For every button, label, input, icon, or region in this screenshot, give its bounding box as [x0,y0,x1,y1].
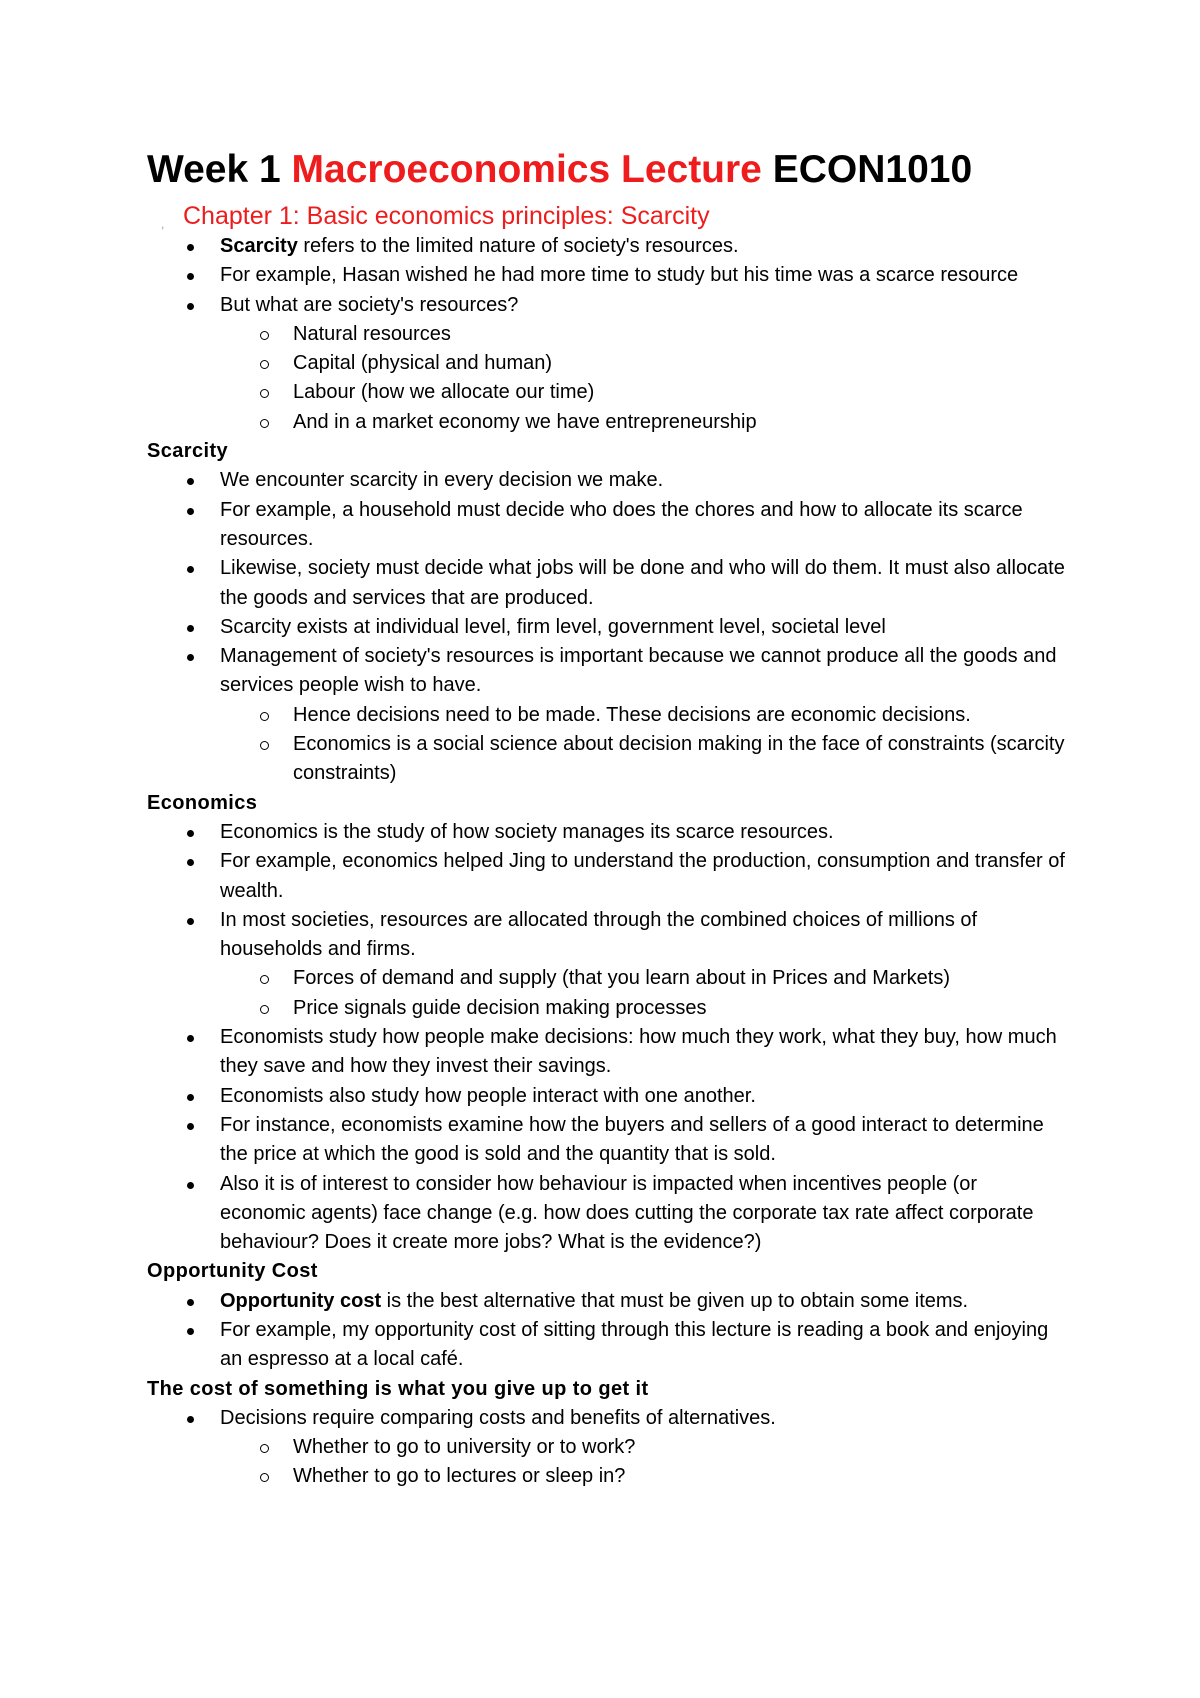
list-item: For example, economics helped Jing to understand the production, consumption and transfer of wealth. [147,847,1067,906]
list-item: Economists study how people make decisions: how much they work, what they buy, how much they save and how they invest their savings. [147,1023,1067,1082]
sublist-item: Natural resources [147,320,1067,349]
sublist-item: Forces of demand and supply (that you learn about in Prices and Markets) [147,964,1067,993]
list-item: For example, a household must decide who does the chores and how to allocate its scarce resources. [147,496,1067,555]
economics-list [147,818,1067,1257]
title-course-code: ECON1010 [761,148,973,191]
term-opportunity-cost: Opportunity cost [220,1289,382,1312]
list-item: For instance, economists examine how the buyers and sellers of a good interact to determine the price at which the good is sold and the quantity that is sold. [147,1111,1067,1170]
list-item [147,906,1067,1023]
term-scarcity: Scarcity [220,235,298,257]
chapter-heading [161,200,1067,232]
list-item: For example, Hasan wished he had more time to study but his time was a scarce resource [147,261,1067,290]
scarcity-intro-list [147,232,1067,437]
list-item: Scarcity exists at individual level, firm level, government level, societal level [147,613,1067,642]
sublist-item: Whether to go to university or to work? [147,1433,1067,1462]
sublist-item: Capital (physical and human) [147,349,1067,378]
list-item-text: But what are society's resources? [220,293,519,316]
list-item: Economists also study how people interact with one another. [147,1082,1067,1111]
title-week: Week 1 [147,148,292,191]
scarcity-list [147,466,1067,788]
resources-sublist [220,320,1067,437]
list-item-text: Decisions require comparing costs and benefits of alternatives. [220,1406,776,1429]
chapter-heading-text: Chapter 1: Basic economics principles: Scarcity [183,202,710,230]
list-item [147,1404,1067,1492]
list-item-text: In most societies, resources are allocated through the combined choices of millions of households and firms. [220,908,978,961]
document-content [147,146,1067,1492]
page-title [147,146,1067,194]
list-item: Also it is of interest to consider how behaviour is impacted when incentives people (or economic agents) face change (e.g. how does cutting the corporate tax rate affect corporate behaviour? Does it create more jobs? What is the evidence?) [147,1170,1067,1258]
section-heading-cost-of-something: The cost of something is what you give up to get it [147,1377,649,1400]
list-item: Likewise, society must decide what jobs will be done and who will do them. It must also allocate the goods and services that are produced. [147,554,1067,613]
list-item [147,291,1067,437]
list-item [147,232,1067,261]
list-item: We encounter scarcity in every decision we make. [147,466,1067,495]
cost-list [147,1404,1067,1492]
list-item-text: Management of society's resources is important because we cannot produce all the goods and services people wish to have. [220,645,1057,697]
markets-sublist [220,964,1067,1023]
sublist-item: Hence decisions need to be made. These decisions are economic decisions. [147,701,1067,730]
list-item-text: is the best alternative that must be given up to obtain some items. [381,1289,969,1312]
sublist-item: Labour (how we allocate our time) [147,378,1067,407]
sublist-item: Price signals guide decision making processes [147,994,1067,1023]
section-heading-scarcity: Scarcity [147,440,229,463]
title-course-name: Macroeconomics Lecture [291,148,762,191]
sublist-item: And in a market economy we have entrepreneurship [147,408,1067,437]
choices-sublist [220,1433,1067,1492]
sublist-item: Economics is a social science about decision making in the face of constraints (scarcity constraints) [147,730,1067,789]
decisions-sublist [220,701,1067,789]
list-item [147,642,1067,788]
opportunity-cost-list [147,1287,1067,1375]
sublist-item: Whether to go to lectures or sleep in? [147,1462,1067,1491]
list-item-text: refers to the limited nature of society's resources. [297,235,739,257]
section-heading-opportunity-cost: Opportunity Cost [147,1260,318,1283]
section-heading-economics: Economics [147,791,258,814]
list-item: Economics is the study of how society manages its scarce resources. [147,818,1067,847]
list-item [147,1287,1067,1316]
list-item: For example, my opportunity cost of sitting through this lecture is reading a book and enjoying an espresso at a local café. [147,1316,1067,1375]
chapter-marker: , [161,217,165,231]
